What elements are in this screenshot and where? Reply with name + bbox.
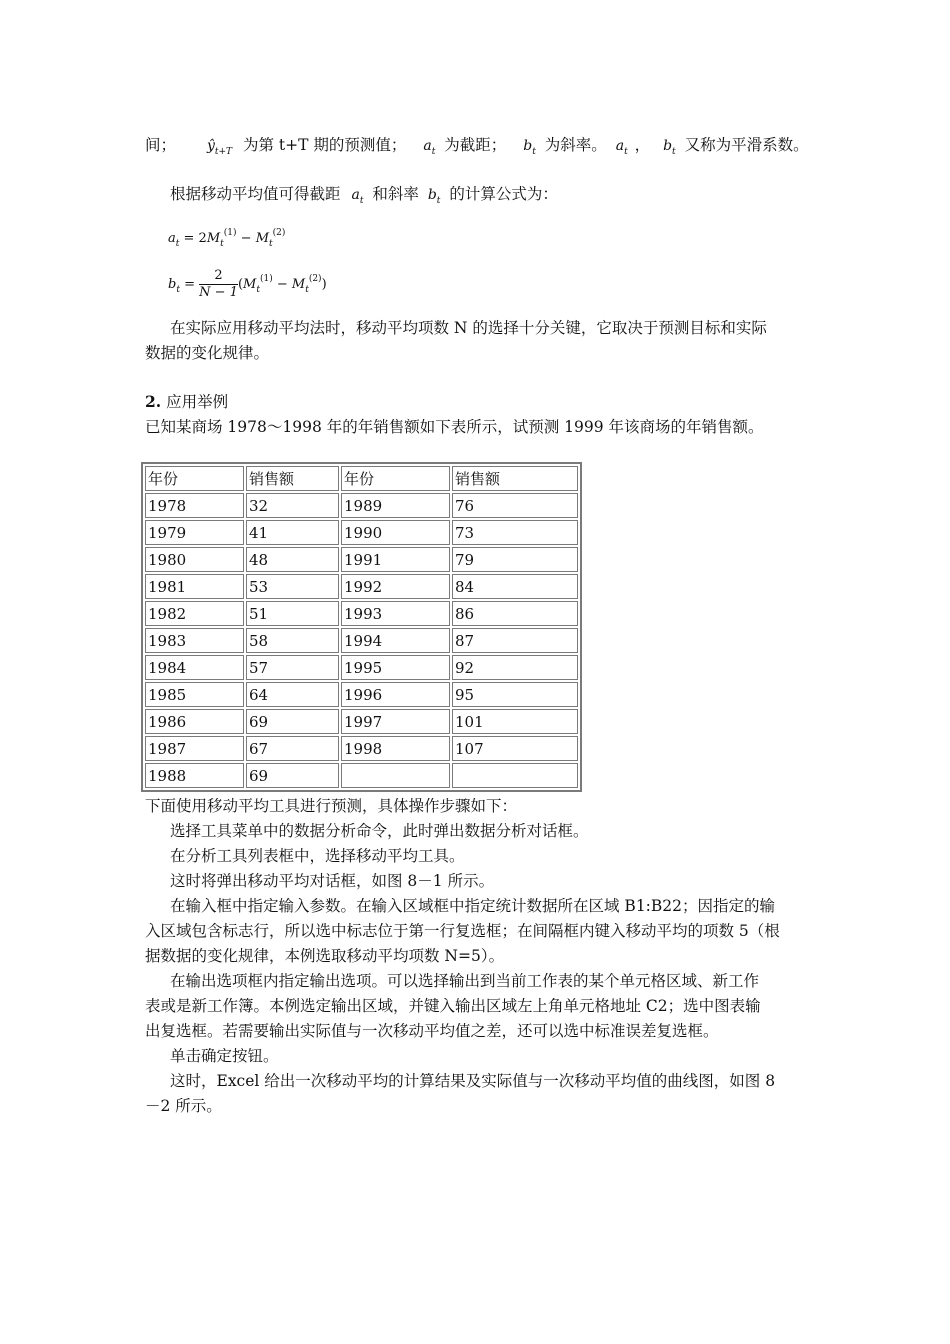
- table-cell: [452, 763, 578, 788]
- step-5-line-1: 在输出选项框内指定输出选项。可以选择输出到当前工作表的某个单元格区域、新工作: [170, 972, 760, 990]
- table-cell: 69: [246, 763, 339, 788]
- table-cell: 1998: [341, 736, 450, 761]
- step-3: 这时将弹出移动平均对话框，如图 8－1 所示。: [170, 872, 495, 890]
- para2-text-1: 根据移动平均值可得截距: [170, 185, 341, 203]
- table-cell: 1984: [145, 655, 244, 680]
- table-cell: 1990: [341, 520, 450, 545]
- table-cell: 1980: [145, 547, 244, 572]
- step-7-line-2: －2 所示。: [145, 1097, 222, 1115]
- table-cell: 1993: [341, 601, 450, 626]
- table-cell: 1981: [145, 574, 244, 599]
- table-row: [145, 574, 578, 599]
- table-cell: 84: [452, 574, 578, 599]
- table-cell: 1989: [341, 493, 450, 518]
- table-cell: 107: [452, 736, 578, 761]
- para1-line: [145, 134, 809, 163]
- sales-table: [141, 462, 582, 792]
- table-cell: 87: [452, 628, 578, 653]
- para2-line: [170, 183, 558, 212]
- table-cell: 32: [246, 493, 339, 518]
- table-cell: 57: [246, 655, 339, 680]
- table-cell: 1996: [341, 682, 450, 707]
- table-cell: 58: [246, 628, 339, 653]
- table-cell: 1994: [341, 628, 450, 653]
- table-cell: 48: [246, 547, 339, 572]
- table-row: [145, 628, 578, 653]
- table-header-row: [145, 466, 578, 491]
- section-heading: [145, 391, 228, 413]
- step-4-line-2: 入区域包含标志行，所以选中标志位于第一行复选框；在间隔框内键入移动平均的项数 5（根: [145, 922, 780, 940]
- para1-text-4: 为斜率。: [544, 136, 607, 154]
- formula-slope: $b_t$ = $\frac{2}{N - 1}$ $(M_t^{(1)} - M_t^{(2)})$: [168, 268, 327, 300]
- para1-text-6: 又称为平滑系数。: [684, 136, 809, 154]
- header-sales-1: 销售额: [246, 466, 339, 491]
- symbol-y-hat: $ŷ_{t+T}$: [206, 138, 233, 157]
- fraction: $\frac{2}{N - 1}$: [199, 268, 238, 300]
- symbol-b: $b_t$: [523, 138, 536, 157]
- step-6: 单击确定按钮。: [170, 1047, 279, 1065]
- para1-text-2: 为第 t+T 期的预测值；: [242, 136, 407, 154]
- table-cell: 1995: [341, 655, 450, 680]
- symbol-a: $a_t$: [423, 138, 436, 157]
- table-cell: 1991: [341, 547, 450, 572]
- table-cell: 1985: [145, 682, 244, 707]
- step-1: 选择工具菜单中的数据分析命令，此时弹出数据分析对话框。: [170, 822, 589, 840]
- table-cell: 86: [452, 601, 578, 626]
- table-cell: 1978: [145, 493, 244, 518]
- symbol-a: $a_t$: [351, 187, 364, 206]
- table-cell: 51: [246, 601, 339, 626]
- table-cell: 1997: [341, 709, 450, 734]
- para3-line-1: 在实际应用移动平均法时，移动平均项数 N 的选择十分关键，它取决于预测目标和实际: [170, 319, 767, 337]
- step-4-line-3: 据数据的变化规律，本例选取移动平均项数 N=5）。: [145, 947, 505, 965]
- table-row: [145, 763, 578, 788]
- table-cell: 1979: [145, 520, 244, 545]
- table-cell: 101: [452, 709, 578, 734]
- table-cell: 64: [246, 682, 339, 707]
- step-5-line-2: 表或是新工作簿。本例选定输出区域，并键入输出区域左上角单元格地址 C2；选中图表输: [145, 997, 761, 1015]
- para2-text-2: 和斜率: [372, 185, 419, 203]
- table-cell: 1988: [145, 763, 244, 788]
- step-5-line-3: 出复选框。若需要输出实际值与一次移动平均值之差，还可以选中标准误差复选框。: [145, 1022, 719, 1040]
- header-sales-2: 销售额: [452, 466, 578, 491]
- table-cell: 1986: [145, 709, 244, 734]
- table-cell: 1982: [145, 601, 244, 626]
- table-cell: 1992: [341, 574, 450, 599]
- section-intro: 已知某商场 1978～1998 年的年销售额如下表所示，试预测 1999 年该商场的年销售额。: [145, 418, 764, 436]
- table-cell: 76: [452, 493, 578, 518]
- symbol-a-2: $a_t$: [615, 138, 628, 157]
- table-cell: 69: [246, 709, 339, 734]
- para1-text-1: 间；: [145, 136, 177, 154]
- table-row: [145, 736, 578, 761]
- table-row: [145, 682, 578, 707]
- table-row: [145, 601, 578, 626]
- header-year-2: 年份: [341, 466, 450, 491]
- step-4-line-1: 在输入框中指定输入参数。在输入区域框中指定统计数据所在区域 B1:B22；因指定的输: [170, 897, 776, 915]
- symbol-b-2: $b_t$: [663, 138, 676, 157]
- para3-line-2: 数据的变化规律。: [145, 344, 270, 362]
- table-row: [145, 493, 578, 518]
- table-cell: 95: [452, 682, 578, 707]
- table-cell: 73: [452, 520, 578, 545]
- table-cell: 67: [246, 736, 339, 761]
- formula-intercept: $a_t = 2M_t^{(1)} - M_t^{(2)}$: [168, 228, 286, 249]
- table-row: [145, 709, 578, 734]
- table-row: [145, 520, 578, 545]
- table-cell: 53: [246, 574, 339, 599]
- section-title: 应用举例: [161, 393, 229, 411]
- table-cell: 41: [246, 520, 339, 545]
- para1-text-3: 为截距；: [444, 136, 507, 154]
- table-cell: 79: [452, 547, 578, 572]
- table-row: [145, 655, 578, 680]
- section-number: 2.: [145, 392, 162, 411]
- step-7-line-1: 这时，Excel 给出一次移动平均的计算结果及实际值与一次移动平均值的曲线图，如图 8: [170, 1072, 776, 1090]
- para2-text-3: 的计算公式为：: [449, 185, 558, 203]
- steps-intro: 下面使用移动平均工具进行预测，具体操作步骤如下：: [145, 797, 518, 815]
- table-cell: 1983: [145, 628, 244, 653]
- table-cell: 92: [452, 655, 578, 680]
- step-2: 在分析工具列表框中，选择移动平均工具。: [170, 847, 465, 865]
- para1-text-5: ，: [634, 136, 651, 154]
- table-cell: [341, 763, 450, 788]
- header-year-1: 年份: [145, 466, 244, 491]
- table-row: [145, 547, 578, 572]
- table-cell: 1987: [145, 736, 244, 761]
- symbol-b: $b_t$: [427, 187, 441, 206]
